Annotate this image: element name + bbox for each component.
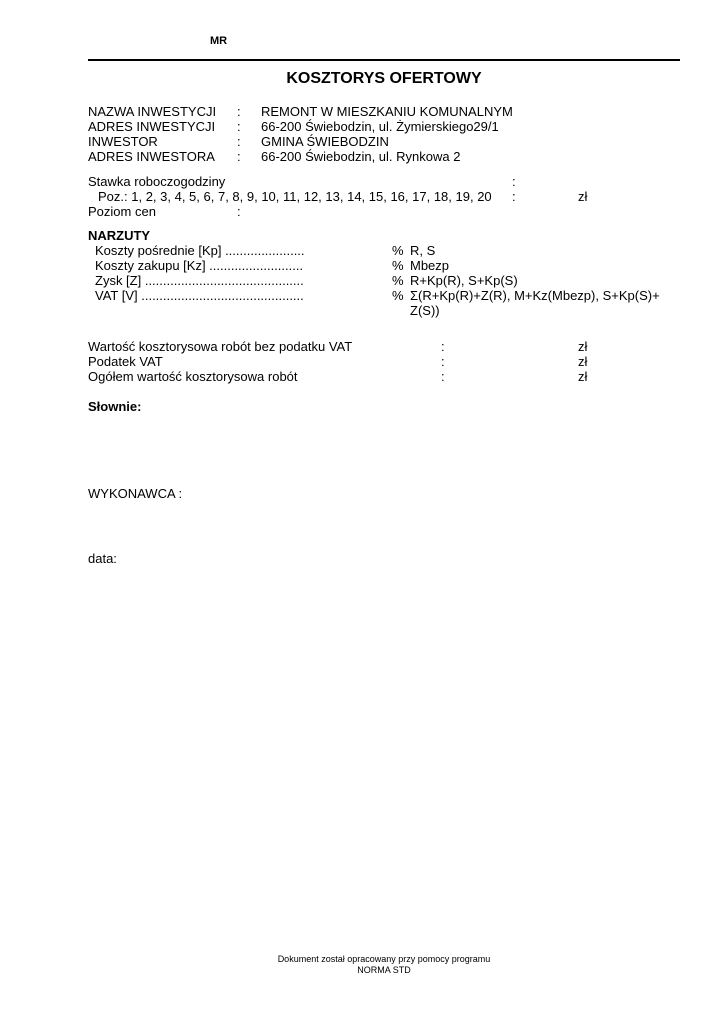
poziom-cen-sep: : <box>237 204 241 219</box>
poz-sep: : <box>512 189 516 204</box>
narzuty-heading: NARZUTY <box>88 228 151 243</box>
info-sep-investor-address: : <box>237 149 241 164</box>
info-label-investor: INWESTOR <box>88 134 158 149</box>
narzut-label-z: Zysk [Z] ............................................ <box>95 273 304 288</box>
slownie-label: Słownie: <box>88 399 142 414</box>
document-title: KOSZTORYS OFERTOWY <box>286 70 482 87</box>
narzut-pct-kz: % <box>392 258 404 273</box>
stawka-label: Stawka roboczogodziny <box>88 174 226 189</box>
narzut-label-vat: VAT [V] ............................................. <box>95 288 304 303</box>
wykonawca-label: WYKONAWCA : <box>88 486 183 501</box>
info-label-name: NAZWA INWESTYCJI <box>88 104 217 119</box>
info-label-investor-address: ADRES INWESTORA <box>88 149 215 164</box>
poz-label: Poz.: 1, 2, 3, 4, 5, 6, 7, 8, 9, 10, 11, 12, 13, 14, 15, 16, 17, 18, 19, 20 <box>98 189 492 204</box>
footer-line-1: Dokument został opracowany przy pomocy programu <box>277 954 491 964</box>
narzut-value-vat: Σ(R+Kp(R)+Z(R), M+Kz(Mbezp), S+Kp(S)+ <box>410 288 660 303</box>
total-label-net: Wartość kosztorysowa robót bez podatku VAT <box>88 339 353 354</box>
info-value-investor: GMINA ŚWIEBODZIN <box>261 134 389 149</box>
date-label: data: <box>88 551 117 566</box>
info-sep-name: : <box>237 104 241 119</box>
footer-line-2: NORMA STD <box>357 965 411 975</box>
info-sep-address: : <box>237 119 241 134</box>
total-sep-vat: : <box>441 354 445 369</box>
info-value-name: REMONT W MIESZKANIU KOMUNALNYM <box>261 104 513 119</box>
narzut-value-z: R+Kp(R), S+Kp(S) <box>410 273 518 288</box>
narzut-pct-vat: % <box>392 288 404 303</box>
narzut-label-kz: Koszty zakupu [Kz] .......................... <box>95 258 304 273</box>
total-sep-net: : <box>441 339 445 354</box>
narzut-value-kz: Mbezp <box>410 258 450 273</box>
total-unit-net: zł <box>578 339 588 354</box>
stawka-sep: : <box>512 174 516 189</box>
header-rule <box>88 59 680 61</box>
total-unit-gross: zł <box>578 369 588 384</box>
total-unit-vat: zł <box>578 354 588 369</box>
total-sep-gross: : <box>441 369 445 384</box>
info-value-investor-address: 66-200 Świebodzin, ul. Rynkowa 2 <box>261 149 461 164</box>
narzut-label-kp: Koszty pośrednie [Kp] ...................... <box>95 243 305 258</box>
narzut-pct-z: % <box>392 273 404 288</box>
narzut-value-vat-cont: Z(S)) <box>410 303 440 318</box>
narzut-pct-kp: % <box>392 243 404 258</box>
narzut-value-kp: R, S <box>410 243 436 258</box>
footer <box>88 954 680 976</box>
total-label-vat: Podatek VAT <box>88 354 163 369</box>
total-label-gross: Ogółem wartość kosztorysowa robót <box>88 369 298 384</box>
poziom-cen-label: Poziom cen <box>88 204 156 219</box>
info-label-address: ADRES INWESTYCJI <box>88 119 216 134</box>
poz-unit: zł <box>578 189 588 204</box>
info-sep-investor: : <box>237 134 241 149</box>
info-value-address: 66-200 Świebodzin, ul. Żymierskiego29/1 <box>261 119 499 134</box>
header-code: MR <box>210 35 228 47</box>
